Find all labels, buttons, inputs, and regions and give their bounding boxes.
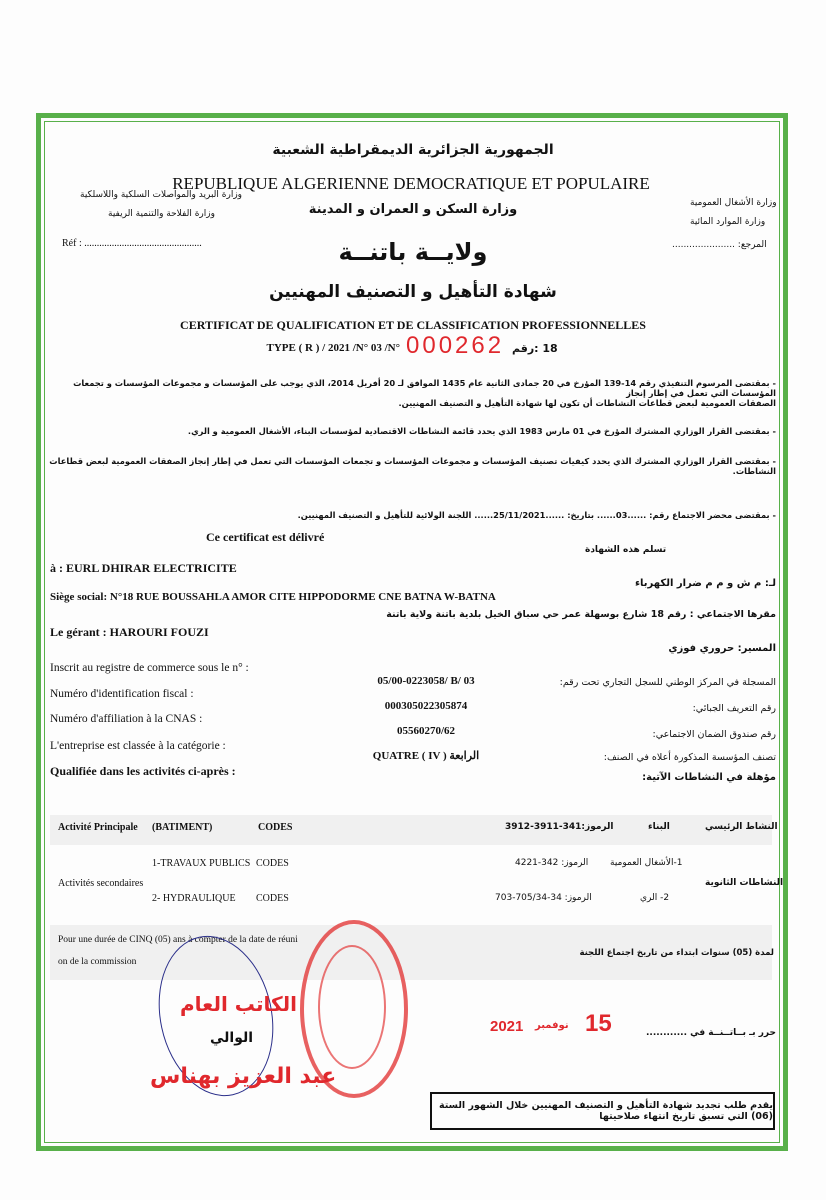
date-year: 2021 — [490, 1018, 524, 1035]
renewal-notice: يقدم طلب تجديد شهادة التأهيل و التصنيف المهنيين خلال الشهور الستة (06) التي تسبق تاريخ انتهاء صلاحيتها — [430, 1092, 775, 1130]
date-month: نوفمبر — [535, 1020, 569, 1031]
seat-ar: مقرها الاجتماعي : رقم 18 شارع بوسهلة عمر حي سباق الخيل بلدية باتنة ولاية باتنة — [386, 609, 776, 620]
secondary-activity-name-ar: 1-الأشغال العمومية — [610, 858, 683, 868]
preamble-1 — [46, 378, 776, 408]
secondary-activity-codes-ar: الرموز: 342-4221 — [515, 858, 589, 868]
right-ministry: وزارة الموارد المائية — [690, 217, 766, 227]
number-suffix: 18 :رقم — [512, 342, 558, 355]
field-label-fr: Numéro d'affiliation à la CNAS : — [50, 713, 203, 725]
date-label: حرر بـ بــاتــنــة في ............ — [645, 1028, 776, 1038]
secondary-activity-name-ar: 2- الري — [640, 893, 670, 903]
republic-fr: REPUBLIQUE ALGERIENNE DEMOCRATIQUE ET POPULAIRE — [172, 174, 650, 193]
field-label-ar: تصنف المؤسسة المذكورة أعلاه في الصنف: — [603, 752, 776, 763]
main-activity-name: (BATIMENT) — [152, 822, 213, 833]
wilaya-title: ولايــة باتنــة — [338, 238, 488, 266]
type-line: TYPE ( R ) / 2021 /N° 03 /N° — [266, 342, 400, 354]
field-label-ar: المسجلة في المركز الوطني للسجل التجاري تحت رقم: — [559, 677, 776, 688]
field-value: QUATRE ( IV ) الرابعة — [372, 750, 480, 762]
right-ref: المرجع: ...................... — [672, 240, 767, 250]
manager-fr: Le gérant : HAROURI FOUZI — [50, 625, 209, 639]
ref-field: Réf : ............................................... — [62, 238, 202, 249]
main-activity-label: Activité Principale — [58, 822, 138, 833]
duration-ar: لمدة (05) سنوات ابتداء من تاريخ اجتماع اللجنة — [579, 948, 774, 958]
preamble-text: الصفقات العمومية لبعض قطاعات النشاطات أن تكون لها شهادة التأهيل و التصنيف المهنيين. — [398, 398, 776, 408]
preamble-2: - بمقتضى القرار الوزاري المشترك المؤرخ في 01 مارس 1983 الذي يحدد قائمة النشاطات الاقتصادية لمؤسسات البناء، الأشغال العمومية و الري. — [187, 426, 776, 436]
seat-fr: Siège social: N°18 RUE BOUSSAHLA AMOR CITE HIPPODORME CNE BATNA W-BATNA — [50, 591, 496, 603]
field-label-fr: L'entreprise est classée à la catégorie : — [50, 740, 226, 752]
manager-ar: المسير: حروري فوزي — [668, 643, 776, 654]
qualified-ar: مؤهلة في النشاطات الآتية: — [642, 772, 776, 783]
secondary-activity-name: 1-TRAVAUX PUBLICS — [152, 858, 251, 869]
secondary-activities-label-ar: النشاطات الثانوية — [705, 878, 784, 888]
delivery-ar: تسلم هذه الشهادة — [585, 545, 667, 555]
field-value: 000305022305874 — [384, 700, 468, 712]
preamble-text: - بمقتضى المرسوم التنفيذي رقم 14-139 المؤرخ في 20 جمادى الثانية عام 1435 الموافق لـ 20 أفريل 2014، الذي يوجب على المؤسسات و مجموعات المؤسسات و تجمعات المؤسسات التي تعمل في إطار إنجاز — [73, 378, 776, 398]
field-label-fr: Inscrit au registre de commerce sous le n° : — [50, 662, 249, 674]
field-value: 05/00-0223058/ B/ 03 — [377, 675, 475, 687]
delivery-fr: Ce certificat est délivré — [206, 530, 325, 544]
company-name-ar: لـ: م ش و م م ضرار الكهرباء — [634, 578, 776, 589]
secondary-activities-label: Activités secondaires — [58, 878, 144, 889]
secondary-activity-codes-ar: الرموز: 34-705/34-703 — [495, 893, 592, 903]
official-stamp-inner — [318, 945, 386, 1069]
republic-ar: الجمهورية الجزائرية الديمقراطية الشعبية — [272, 142, 554, 158]
main-activity-codes-ar: الرموز:341-3911-3912 — [505, 822, 614, 832]
ministry-ar: وزارة السكن و العمران و المدينة — [308, 202, 518, 217]
company-name-fr: à : EURL DHIRAR ELECTRICITE — [50, 561, 237, 575]
date-day: 15 — [585, 1010, 612, 1037]
field-value: 05560270/62 — [396, 725, 456, 737]
qualified-fr: Qualifiée dans les activités ci-après : — [50, 764, 236, 778]
duration-fr-2: on de la commission — [58, 957, 137, 967]
secondary-activity-codes: CODES — [256, 858, 289, 869]
field-label-ar: رقم صندوق الضمان الاجتماعي: — [652, 729, 776, 740]
preamble-4: - بمقتضى محضر الاجتماع رقم: ......03...... بتاريخ: ......25/11/2021...... اللجنة الولائية للتأهيل و التصنيف المهنيين. — [297, 510, 776, 520]
field-label-ar: رقم التعريف الجبائي: — [692, 703, 776, 714]
left-ministry: وزارة الفلاحة والتنمية الريفية — [108, 209, 215, 219]
title-fr: CERTIFICAT DE QUALIFICATION ET DE CLASSIFICATION PROFESSIONNELLES — [180, 318, 646, 332]
left-ministry: وزارة البريد والمواصلات السلكية واللاسلكية — [80, 190, 243, 200]
signatory-name: عبد العزيز بهناس — [150, 1064, 337, 1089]
signatory-title: الكاتب العام — [180, 992, 297, 1016]
right-ministry: وزارة الأشغال العمومية — [690, 198, 777, 208]
secondary-activity-name: 2- HYDRAULIQUE — [152, 893, 236, 904]
field-label-fr: Numéro d'identification fiscal : — [50, 688, 194, 700]
signatory-role: الوالي — [210, 1030, 254, 1046]
secondary-activity-codes: CODES — [256, 893, 289, 904]
main-activity-name-ar: البناء — [648, 822, 670, 832]
serial-number: 000262 — [406, 332, 505, 359]
title-ar: شهادة التأهيل و التصنيف المهنيين — [269, 282, 557, 302]
main-activity-codes: CODES — [258, 822, 293, 833]
main-activity-label-ar: النشاط الرئيسي — [705, 822, 778, 832]
preamble-3: - بمقتضى القرار الوزاري المشترك الذي يحدد كيفيات تصنيف المؤسسات و مجموعات المؤسسات و تجمعات المؤسسات التي تعمل في إطار إنجاز الصفقات العمومية لبعض قطاعات النشاطات. — [49, 456, 776, 476]
duration-fr: Pour une durée de CINQ (05) ans à compter de la date de réuni — [58, 935, 298, 945]
